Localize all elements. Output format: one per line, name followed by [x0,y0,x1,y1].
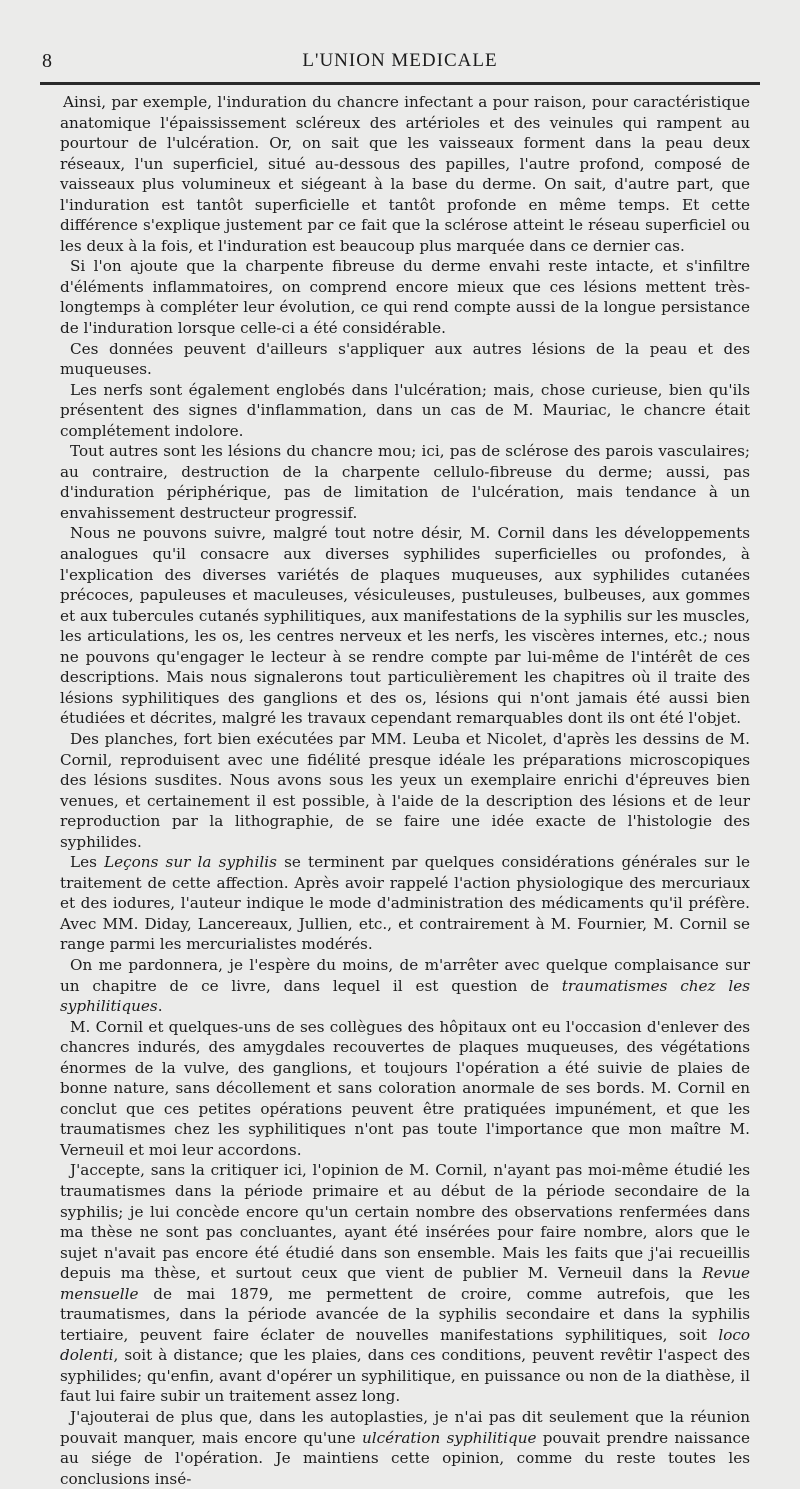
paragraph: Tout autres sont les lésions du chancre mou; ici, pas de sclérose des parois vasculaires; au contraire, destruction de la charpente cellulo-fibreuse du derme; aussi, pas d'induration périphérique, pas de limitation de l'ulcération, mais tendance à un envahissement destructeur progressif. [60,442,750,522]
italic-title: Leçons sur la syphilis [104,853,277,872]
paragraph [60,852,750,955]
article-body [60,92,750,1489]
paragraph: M. Cornil et quelques-uns de ses collègues des hôpitaux ont eu l'occasion d'enlever des chancres indurés, des amygdales recouvertes de plaques muqueuses, des végétations énormes de la vulve, des ganglions, et toujours l'opération a été suivie de plaies de bonne nature, sans décollement et sans coloration anormale de ses bords. M. Cornil en conclut que ces petites opérations peuvent être pratiquées impunément, et que les traumatismes chez les syphilitiques n'ont pas toute l'importance que mon maître M. Verneuil et moi leur accordons. [60,1017,750,1159]
paragraph: Des planches, fort bien exécutées par MM. Leuba et Nicolet, d'après les dessins de M. Cornil, reproduisent avec une fidélité presque idéale les préparations microscopiques des lésions susdites. Nous avons sous les yeux un exemplaire enrichi d'épreuves bien venues, et certainement il est possible, à l'aide de la description des lésions et de leur reproduction par la lithographie, de se faire une idée exacte de l'histologie des syphilides. [60,729,750,851]
running-title: L'UNION MEDICALE [302,50,498,71]
paragraph-text: de mai 1879, me permettent de croire, comme autrefois, que les traumatismes, dans la période avancée de la syphilis secondaire et dans la syphilis tertiaire, peuvent faire éclater de nouvelles manifestations syphilitiques, soit [60,1284,750,1344]
paragraph-text: Les [70,853,105,872]
paragraph: Nous ne pouvons suivre, malgré tout notre désir, M. Cornil dans les développements analogues qu'il consacre aux diverses syphilides superficielles ou profondes, à l'explication des diverses variétés de plaques muqueuses, aux syphilides cutanées précoces, papuleuses et maculeuses, vésiculeuses, pustuleuses, bulbeuses, aux gommes et aux tubercules cutanés syphilitiques, aux manifestations de la syphilis sur les muscles, les articulations, les os, les centres nerveux et les nerfs, les viscères internes, etc.; nous ne pouvons qu'engager le lecteur à se rendre compte par lui-même de l'intérêt de ces descriptions. Mais nous signalerons tout particulièrement les chapitres où il traite des lésions syphilitiques des ganglions et des os, lésions qui n'ont jamais été aussi bien étudiées et décrites, malgré les travaux cependant remarquables dont ils ont été l'objet. [60,524,750,728]
paragraph-text: pouvait prendre naissance au siége de l'opération. Je maintiens cette opinion, comme du reste toutes les conclusions insé- [60,1428,751,1488]
paragraph: Les nerfs sont également englobés dans l'ulcération; mais, chose curieuse, bien qu'ils présentent des signes d'inflammation, dans un cas de M. Mauriac, le chancre était complétement indolore. [60,380,750,440]
page-header [40,44,760,80]
paragraph-text: . [157,997,163,1016]
italic-phrase: loco dolenti [60,1325,750,1365]
paragraph: Ces données peuvent d'ailleurs s'appliquer aux autres lésions de la peau et des muqueuses. [60,339,750,379]
page-number: 8 [42,50,52,72]
paragraph: Si l'on ajoute que la charpente fibreuse du derme envahi reste intacte, et s'infiltre d'éléments inflammatoires, on comprend encore mieux que ces lésions mettent très-longtemps à compléter leur évolution, ce qui rend compte aussi de la longue persistance de l'induration lorsque celle-ci a été considérable. [60,257,750,338]
header-rule [40,82,760,85]
paragraph [60,1407,750,1489]
paragraph: Ainsi, par exemple, l'induration du chancre infectant a pour raison, pour caractéristique anatomique l'épaississement scléreux des artérioles et des veinules qui rampent au pourtour de l'ulcération. Or, on sait que les vaisseaux forment dans la peau deux réseaux, l'un superficiel, situé au-dessous des papilles, l'autre profond, composé de vaisseaux plus volumineux et siégeant à la base du derme. On sait, d'autre part, que l'induration est tantôt superficielle et tantôt profonde en même temps. Et cette différence s'explique justement par ce fait que la sclérose atteint le réseau superficiel ou les deux à la fois, et l'induration est beaucoup plus marquée dans ce dernier cas. [60,93,750,255]
paragraph [60,955,750,1017]
paragraph-text: , soit à distance; que les plaies, dans ces conditions, peuvent revêtir l'aspect des syphilides; qu'enfin, avant d'opérer un syphilitique, en puissance ou non de la diathèse, il faut lui faire subir un traitement assez long. [60,1346,750,1406]
italic-phrase: ulcération syphilitique [361,1428,537,1447]
italic-title: Revue mensuelle [60,1264,750,1303]
paragraph-text: J'ajouterai de plus que, dans les autoplasties, je n'ai pas dit seulement que la réunion pouvait manquer, mais encore qu'une [60,1408,750,1447]
paragraph-text: J'accepte, sans la critiquer ici, l'opinion de M. Cornil, n'ayant pas moi-même étudié les traumatismes dans la période primaire et au début de la période secondaire de la syphilis; je lui concède encore qu'un certain nombre des observations renfermées dans ma thèse ne sont pas concluantes, ayant été insérées pour faire nombre, alors que le sujet n'avait pas encore été étudié dans son ensemble. Mais les faits que j'ai recueillis depuis ma thèse, et surtout ceux que vient de publier M. Verneuil dans la [60,1161,750,1283]
paragraph-text: se terminent par quelques considérations générales sur le traitement de cette affection. Après avoir rappelé l'action physiologique des mercuriaux et des iodures, l'auteur indique le mode d'administration des médicaments qu'il préfère. Avec MM. Diday, Lancereaux, Jullien, etc., et contrairement à M. Fournier, M. Cornil se range parmi les mercurialistes modérés. [60,853,750,954]
paragraph-text: On me pardonnera, je l'espère du moins, de m'arrêter avec quelque complaisance sur un chapitre de ce livre, dans lequel il est question de [60,955,750,995]
italic-phrase: traumatismes chez les syphilitiques [60,976,750,1016]
paragraph [60,1160,750,1407]
